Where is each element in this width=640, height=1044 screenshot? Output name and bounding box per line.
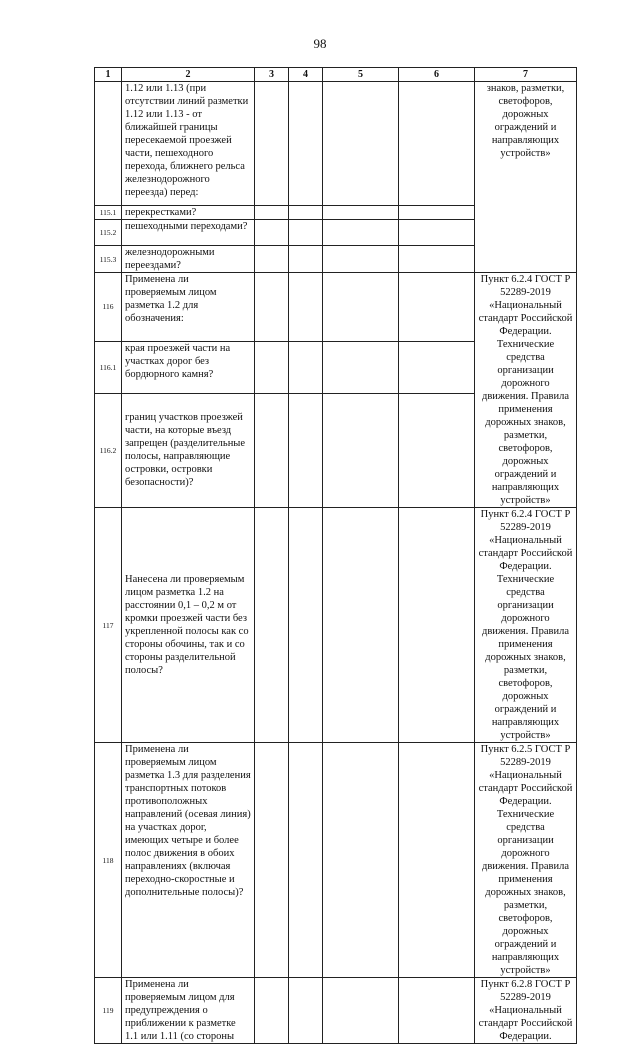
header-col-6: 6 bbox=[399, 68, 475, 82]
row-number: 116 bbox=[95, 273, 122, 342]
cell-col-5 bbox=[323, 743, 399, 978]
cell-col-5 bbox=[323, 82, 399, 206]
row-question: Нанесена ли проверяемым лицом разметка 1.2 на расстоянии 0,1 – 0,2 м от кромки проезжей части без укрепленной полосы как со стороны обочины, так и со стороны разделительной полосы? bbox=[122, 508, 255, 743]
row-question: Применена ли проверяемым лицом разметка 1.3 для разделения транспортных потоков противоположных направлений (осевая линия) на участках дорог, имеющих четыре и более полос движения в обоих направлениях (включая переходно-скоростные и дополнительные полосы)? bbox=[122, 743, 255, 978]
cell-col-3 bbox=[255, 341, 289, 393]
cell-col-6 bbox=[399, 82, 475, 206]
row-question: 1.12 или 1.13 (при отсутствии линий разметки 1.12 или 1.13 - от ближайшей границы пересекаемой проезжей части, пешеходного перехода, ближнего рельса железнодорожного переезда) перед: bbox=[122, 82, 255, 206]
cell-col-3 bbox=[255, 246, 289, 273]
cell-col-3 bbox=[255, 508, 289, 743]
row-reference: знаков, разметки, светофоров, дорожных ограждений и направляющих устройств» bbox=[475, 82, 577, 273]
checklist-table bbox=[94, 67, 577, 1044]
cell-col-4 bbox=[289, 220, 323, 246]
row-number: 119 bbox=[95, 978, 122, 1044]
header-col-7: 7 bbox=[475, 68, 577, 82]
cell-col-4 bbox=[289, 743, 323, 978]
row-number: 115.3 bbox=[95, 246, 122, 273]
row-reference: Пункт 6.2.4 ГОСТ Р 52289-2019 «Национальный стандарт Российской Федерации. Технические средства организации дорожного движения. Правила применения дорожных знаков, разметки, светофоров, дорожных ограждений и направляющих устройств» bbox=[475, 273, 577, 508]
cell-col-4 bbox=[289, 393, 323, 507]
cell-col-3 bbox=[255, 978, 289, 1044]
row-question: края проезжей части на участках дорог без бордюрного камня? bbox=[122, 341, 255, 393]
cell-col-4 bbox=[289, 246, 323, 273]
row-number: 115.2 bbox=[95, 220, 122, 246]
row-number: 116.2 bbox=[95, 393, 122, 507]
row-question: пешеходными переходами? bbox=[122, 220, 255, 246]
cell-col-5 bbox=[323, 341, 399, 393]
cell-col-3 bbox=[255, 743, 289, 978]
table-row bbox=[95, 273, 577, 342]
cell-col-3 bbox=[255, 206, 289, 220]
row-question: Применена ли проверяемым лицом для предупреждения о приближении к разметке 1.1 или 1.11 (со стороны bbox=[122, 978, 255, 1044]
row-question: границ участков проезжей части, на которые въезд запрещен (разделительные полосы, направляющие островки, островки безопасности)? bbox=[122, 393, 255, 507]
cell-col-3 bbox=[255, 220, 289, 246]
cell-col-5 bbox=[323, 978, 399, 1044]
row-reference: Пункт 6.2.5 ГОСТ Р 52289-2019 «Национальный стандарт Российской Федерации. Технические средства организации дорожного движения. Правила применения дорожных знаков, разметки, светофоров, дорожных ограждений и направляющих устройств» bbox=[475, 743, 577, 978]
cell-col-5 bbox=[323, 206, 399, 220]
cell-col-4 bbox=[289, 508, 323, 743]
cell-col-6 bbox=[399, 246, 475, 273]
cell-col-6 bbox=[399, 978, 475, 1044]
row-reference: Пункт 6.2.4 ГОСТ Р 52289-2019 «Национальный стандарт Российской Федерации. Технические средства организации дорожного движения. Правила применения дорожных знаков, разметки, светофоров, дорожных ограждений и направляющих устройств» bbox=[475, 508, 577, 743]
row-question: железнодорожными переездами? bbox=[122, 246, 255, 273]
cell-col-5 bbox=[323, 393, 399, 507]
header-col-4: 4 bbox=[289, 68, 323, 82]
cell-col-5 bbox=[323, 220, 399, 246]
row-question: Применена ли проверяемым лицом разметка 1.2 для обозначения: bbox=[122, 273, 255, 342]
cell-col-6 bbox=[399, 393, 475, 507]
header-col-2: 2 bbox=[122, 68, 255, 82]
table-row bbox=[95, 82, 577, 206]
cell-col-6 bbox=[399, 206, 475, 220]
page-number: 98 bbox=[313, 36, 327, 51]
cell-col-5 bbox=[323, 246, 399, 273]
row-number: 116.1 bbox=[95, 341, 122, 393]
table-row bbox=[95, 743, 577, 978]
cell-col-4 bbox=[289, 978, 323, 1044]
cell-col-3 bbox=[255, 273, 289, 342]
cell-col-5 bbox=[323, 273, 399, 342]
cell-col-3 bbox=[255, 82, 289, 206]
row-number: 115.1 bbox=[95, 206, 122, 220]
table-row bbox=[95, 508, 577, 743]
header-col-5: 5 bbox=[323, 68, 399, 82]
header-row bbox=[95, 68, 577, 82]
header-col-1: 1 bbox=[95, 68, 122, 82]
cell-col-6 bbox=[399, 220, 475, 246]
cell-col-5 bbox=[323, 508, 399, 743]
row-reference: Пункт 6.2.8 ГОСТ Р 52289-2019 «Национальный стандарт Российской Федерации. bbox=[475, 978, 577, 1044]
header-col-3: 3 bbox=[255, 68, 289, 82]
cell-col-4 bbox=[289, 273, 323, 342]
cell-col-3 bbox=[255, 393, 289, 507]
row-number: 118 bbox=[95, 743, 122, 978]
cell-col-6 bbox=[399, 743, 475, 978]
row-question: перекрестками? bbox=[122, 206, 255, 220]
table-row bbox=[95, 978, 577, 1044]
cell-col-6 bbox=[399, 273, 475, 342]
cell-col-4 bbox=[289, 341, 323, 393]
cell-col-4 bbox=[289, 206, 323, 220]
cell-col-6 bbox=[399, 508, 475, 743]
row-number: 117 bbox=[95, 508, 122, 743]
row-number bbox=[95, 82, 122, 206]
cell-col-4 bbox=[289, 82, 323, 206]
cell-col-6 bbox=[399, 341, 475, 393]
